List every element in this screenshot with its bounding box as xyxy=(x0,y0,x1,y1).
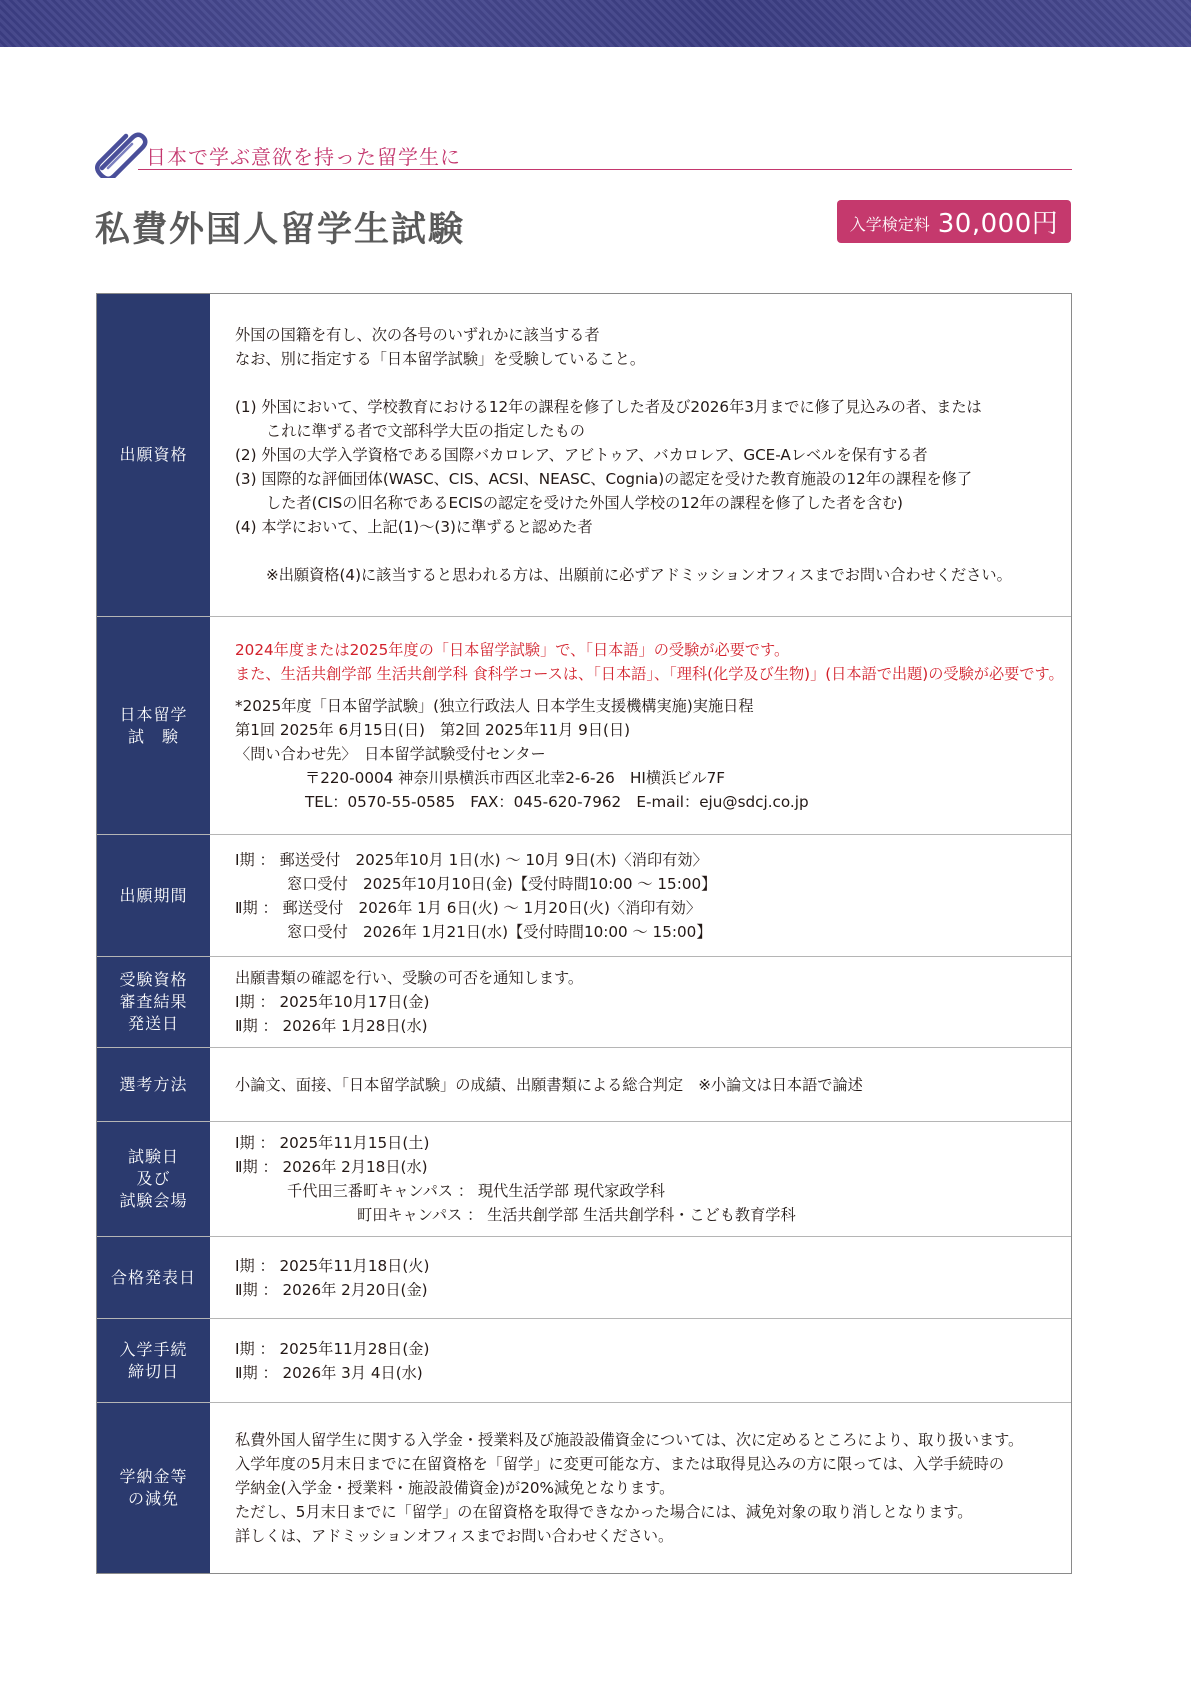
text-line: した者(CISの旧名称であるECISの認定を受けた外国人学校の12年の課程を修了した者を含む) xyxy=(266,494,903,512)
section-subtitle: 日本で学ぶ意欲を持った留学生に xyxy=(146,145,461,169)
text-line: 2024年度または2025年度の「日本留学試験」で、「日本語」の受験が必要です。 xyxy=(235,640,790,659)
table-row-enrollment-deadline xyxy=(97,1318,1071,1402)
row-content xyxy=(210,1122,1071,1236)
text-line: TEL：0570-55-0585 FAX：045-620-7962 E-mail：eju@sdcj.co.jp xyxy=(305,792,809,811)
row-label: 日本留学 試 験 xyxy=(97,617,210,834)
table-row-selection-method xyxy=(97,1047,1071,1121)
admission-info-table xyxy=(96,293,1072,1574)
paperclip-icon xyxy=(88,128,148,178)
row-content xyxy=(210,1319,1071,1402)
text-line: Ⅱ期 ： 2026年 2月20日(金) xyxy=(235,1280,428,1299)
text-line: また、生活共創学部 生活共創学科 食科学コースは、「日本語」、「理科(化学及び生物)」(日本語で出題)の受験が必要です。 xyxy=(235,664,1064,683)
table-row-fee-reduction xyxy=(97,1402,1071,1573)
row-label: 受験資格 審査結果 発送日 xyxy=(97,957,210,1047)
text-line: 学納金(入学金・授業料・施設設備資金)が20%減免となります。 xyxy=(235,1479,675,1497)
table-row-announcement xyxy=(97,1236,1071,1318)
table-row-screening-result xyxy=(97,956,1071,1047)
text-line: Ⅱ期 ： 2026年 3月 4日(水) xyxy=(235,1363,423,1382)
text-line: Ⅱ期 ： 2026年 2月18日(水) xyxy=(235,1158,428,1176)
row-content xyxy=(210,1403,1071,1573)
text-line: Ⅰ期 ： 2025年10月17日(金) xyxy=(235,993,430,1011)
text-line: 千代田三番町キャンパス ： 現代生活学部 現代家政学科 xyxy=(287,1182,665,1200)
table-row-eligibility xyxy=(97,294,1071,616)
text-line: 窓口受付 2025年10月10日(金)【受付時間10:00 〜 15:00】 xyxy=(287,874,717,893)
text-line: 出願書類の確認を行い、受験の可否を通知します。 xyxy=(235,969,584,987)
row-label: 合格発表日 xyxy=(97,1237,210,1318)
table-row-application-period xyxy=(97,834,1071,956)
row-content xyxy=(210,835,1071,956)
row-label: 出願期間 xyxy=(97,835,210,956)
text-line: (4) 本学において、上記(1)〜(3)に準ずると認めた者 xyxy=(235,518,593,536)
row-label: 出願資格 xyxy=(97,294,210,616)
text-line: 〒220-0004 神奈川県横浜市西区北幸2-6-26 HI横浜ビル7F xyxy=(305,768,726,787)
subtitle-underline xyxy=(138,169,1072,170)
text-line: *2025年度「日本留学試験」(独立行政法人 日本学生支援機構実施)実施日程 xyxy=(235,696,754,715)
text-line: 第1回 2025年 6月15日(日) 第2回 2025年11月 9日(日) xyxy=(235,720,631,739)
text-line: 窓口受付 2026年 1月21日(水)【受付時間10:00 〜 15:00】 xyxy=(287,922,712,941)
row-label: 試験日 及び 試験会場 xyxy=(97,1122,210,1236)
text-line: ただし、5月末日までに「留学」の在留資格を取得できなかった場合には、減免対象の取り消しとなります。 xyxy=(235,1503,973,1521)
row-content xyxy=(210,294,1071,616)
text-line: Ⅰ期 ： 2025年11月15日(土) xyxy=(235,1134,430,1152)
row-content xyxy=(210,617,1071,834)
text-line: 町田キャンパス ： 生活共創学部 生活共創学科・こども教育学科 xyxy=(357,1206,796,1224)
text-line: 私費外国人留学生に関する入学金・授業料及び施設設備資金については、次に定めるところにより、取り扱います。 xyxy=(235,1431,1024,1449)
text-line: Ⅱ期 ： 郵送受付 2026年 1月 6日(火) 〜 1月20日(火)〈消印有効〉 xyxy=(235,898,702,917)
row-content xyxy=(210,957,1071,1047)
text-line: 入学年度の5月末日までに在留資格を「留学」に変更可能な方、または取得見込みの方に限っては、入学手続時の xyxy=(235,1455,1005,1473)
row-label: 選考方法 xyxy=(97,1048,210,1121)
table-row-exam-date-venue xyxy=(97,1121,1071,1236)
text-line: (1) 外国において、学校教育における12年の課程を修了した者及び2026年3月までに修了見込みの者、または xyxy=(235,398,982,416)
text-line: 詳しくは、アドミッションオフィスまでお問い合わせください。 xyxy=(235,1527,674,1545)
top-decorative-band xyxy=(0,0,1191,47)
text-line: Ⅰ期 ： 郵送受付 2025年10月 1日(水) 〜 10月 9日(木)〈消印有効〉 xyxy=(235,850,708,869)
row-label: 学納金等 の減免 xyxy=(97,1403,210,1573)
text-line: 外国の国籍を有し、次の各号のいずれかに該当する者 xyxy=(235,326,600,344)
table-row-eju xyxy=(97,616,1071,834)
text-line: これに準ずる者で文部科学大臣の指定したもの xyxy=(266,422,585,440)
text-line: なお、別に指定する「日本留学試験」を受験していること。 xyxy=(235,350,646,368)
text-line: Ⅱ期 ： 2026年 1月28日(水) xyxy=(235,1017,428,1035)
text-line: ※出願資格(4)に該当すると思われる方は、出願前に必ずアドミッションオフィスまでお問い合わせください。 xyxy=(266,566,1012,584)
page-title: 私費外国人留学生試験 xyxy=(95,210,466,250)
fee-label: 入学検定料 xyxy=(849,215,930,234)
text-line: Ⅰ期 ： 2025年11月28日(金) xyxy=(235,1339,430,1358)
text-line: (3) 国際的な評価団体(WASC、CIS、ACSI、NEASC、Cognia)の認定を受けた教育施設の12年の課程を修了 xyxy=(235,470,973,488)
text-line: 小論文、面接、「日本留学試験」の成績、出願書類による総合判定 ※小論文は日本語で論述 xyxy=(235,1075,863,1094)
fee-amount: 30,000円 xyxy=(937,209,1059,239)
text-line: Ⅰ期 ： 2025年11月18日(火) xyxy=(235,1256,430,1275)
text-line: 〈問い合わせ先〉 日本留学試験受付センター xyxy=(235,744,546,763)
row-content xyxy=(210,1237,1071,1318)
application-fee-badge xyxy=(837,200,1071,243)
row-content xyxy=(210,1048,1071,1121)
text-line: (2) 外国の大学入学資格である国際バカロレア、アビトゥア、バカロレア、GCE-Aレベルを保有する者 xyxy=(235,446,928,464)
row-label: 入学手続 締切日 xyxy=(97,1319,210,1402)
